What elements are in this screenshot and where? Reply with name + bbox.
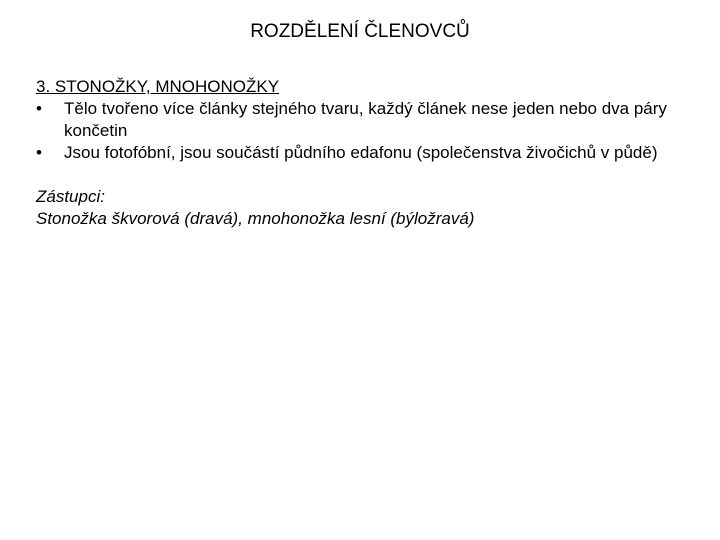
list-item xyxy=(36,142,700,164)
bullet-icon: • xyxy=(36,143,42,162)
representatives-line xyxy=(36,208,700,230)
representatives-label: Zástupci: xyxy=(36,187,105,206)
species-name: mnohonožka lesní xyxy=(247,209,386,228)
section-heading: 3. STONOŽKY, MNOHONOŽKY xyxy=(36,77,280,96)
bullet-text: Tělo tvořeno více články stejného tvaru, každý článek nese jeden nebo dva páry končetin xyxy=(64,99,667,140)
species-note: (býložravá) xyxy=(385,209,475,228)
bullet-list xyxy=(36,98,700,164)
species-note: (dravá), xyxy=(179,209,248,228)
slide-content xyxy=(36,76,700,230)
representatives-block xyxy=(36,186,700,230)
species-name: Stonožka škvorová xyxy=(36,209,180,228)
slide-title: ROZDĚLENÍ ČLENOVCŮ xyxy=(250,21,470,42)
list-item xyxy=(36,98,700,142)
bullet-icon: • xyxy=(36,99,42,118)
bullet-text: Jsou fotofóbní, jsou součástí půdního edafonu (společenstva živočichů v půdě) xyxy=(64,143,658,162)
